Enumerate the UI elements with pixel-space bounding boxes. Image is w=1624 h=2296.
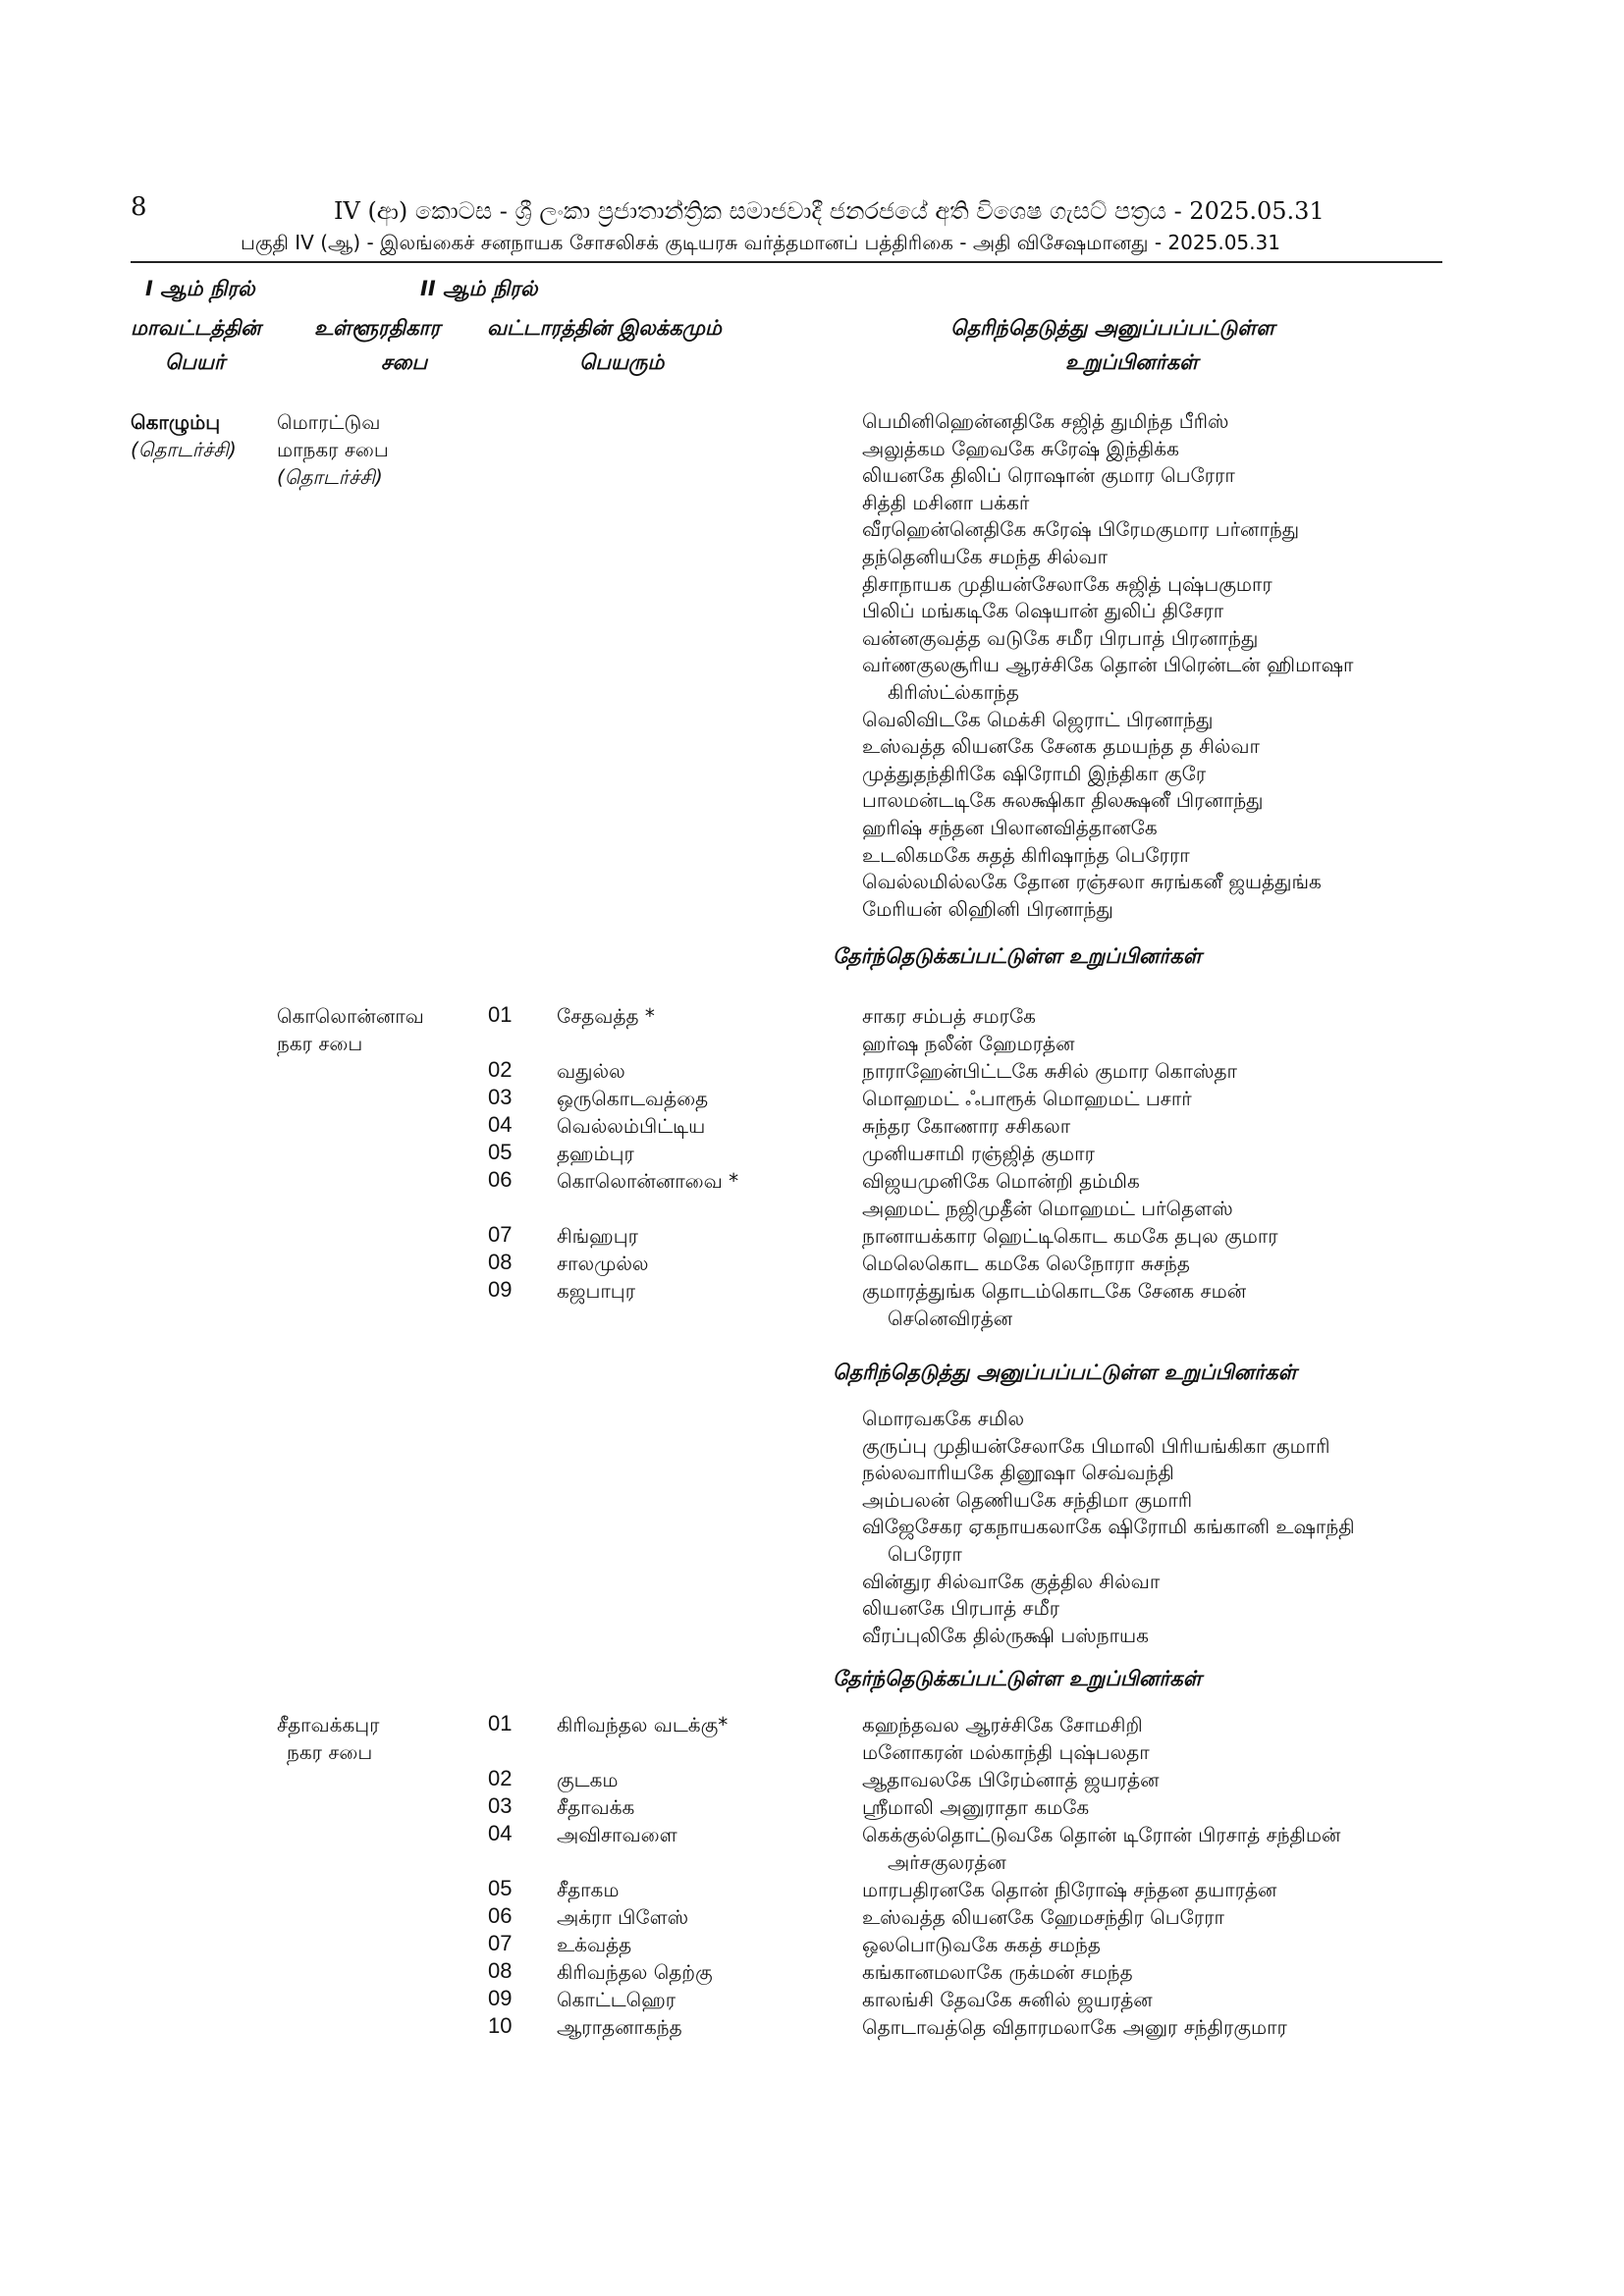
member-name: வெல்லமில்லகே தோன ரஞ்சலா சுரங்கனீ ஜயத்துங்க — [862, 870, 1322, 894]
authority-type: மாநகர சபை — [277, 438, 389, 461]
ward-number: 06 — [488, 1167, 513, 1192]
ward-number: 03 — [488, 1085, 513, 1109]
member-name: விஜேசேகர ஏகநாயகலாகே ஷிரோமி கங்கானி உஷாந்தி — [862, 1515, 1355, 1539]
ward-number: 07 — [488, 1222, 513, 1247]
member-name: தொடாவத்தெ விதாரமலாகே அனுர சந்திரகுமார — [862, 2015, 1287, 2039]
ward-number: 03 — [488, 1793, 513, 1818]
member-name: உடலிகமகே சுதத் கிரிஷாந்த பெரேரா — [862, 842, 1190, 867]
kolonnawa-nominated-list — [862, 1406, 1355, 1649]
member-name: லியனகே திலிப் ரொஷான் குமார பெரேரா — [862, 463, 1235, 488]
ward-name: ஆராதனாகந்த — [557, 2015, 682, 2039]
member-name-continued: கிரிஸ்ட்ல்காந்த — [888, 679, 1019, 704]
member-name: குமாரத்துங்க தொடம்கொடகே சேனக சமன் — [862, 1279, 1247, 1303]
gazette-title-sinhala: IV (ආ) කොටස - ශ්‍රී ලංකා ප්‍රජාතාන්ත්‍රික සමාජවාදී ජනරජයේ අති විශෙෂ ගැසට් පත්‍රය - 2025.05.31 — [334, 197, 1325, 225]
ward-number: 07 — [488, 1931, 513, 1955]
ward-name: சீதாவக்க — [557, 1795, 635, 1819]
ward-name: குடகம — [557, 1768, 619, 1791]
member-name: வீரப்புலிகே தில்ருக்ஷி பஸ்நாயக — [862, 1623, 1149, 1647]
ward-number: 09 — [488, 1986, 513, 2010]
ward-number: 02 — [488, 1766, 513, 1790]
ward-name: அக்ரா பிளேஸ் — [557, 1905, 689, 1929]
ward-name: ஒருகொடவத்தை — [557, 1087, 709, 1110]
member-name: சுந்தர கோணார சசிகலா — [862, 1114, 1071, 1138]
member-name: திசாநாயக முதியன்சேலாகே சுஜித் புஷ்பகுமார — [862, 571, 1272, 596]
member-name: கங்கானமலாகே ருக்மன் சமந்த — [862, 1960, 1133, 1984]
member-name: முனியசாமி ரஞ்ஜித் குமார — [862, 1142, 1095, 1165]
nominated-members-heading: தெரிந்தெடுத்து அனுப்பப்பட்டுள்ள உறுப்பினர்கள் — [833, 1361, 1297, 1384]
ward-number: 10 — [488, 2013, 513, 2038]
member-name: கெக்குல்தொட்டுவகே தொன் டிரோன் பிரசாத் சந்திமன் — [862, 1823, 1341, 1846]
member-name: விஜயமுனிகே மொன்றி தம்மிக — [862, 1169, 1140, 1193]
member-name: சித்தி மசினா பக்கர் — [862, 490, 1030, 514]
district-continued: (தொடர்ச்சி) — [131, 438, 237, 461]
authority-continued: (தொடர்ச்சி) — [277, 465, 383, 489]
member-name: வர்ணகுலசூரிய ஆரச்சிகே தொன் பிரென்டன் ஹிமாஷா — [862, 653, 1354, 677]
ward-name: கொலொன்னாவை * — [557, 1169, 739, 1193]
ward-number: 02 — [488, 1057, 513, 1082]
ward-number: 04 — [488, 1112, 513, 1137]
member-name: நாராஹேன்பிட்டகே சுசில் குமார கொஸ்தா — [862, 1059, 1237, 1083]
authority-name: மொரட்டுவ — [277, 410, 381, 434]
member-name: ஆதாவலகே பிரேம்னாத் ஜயரத்ன — [862, 1768, 1160, 1791]
ward-name: சேதவத்த * — [557, 1004, 655, 1028]
header-divider — [131, 261, 1442, 263]
ward-name: சிங்ஹபுர — [557, 1224, 638, 1248]
ward-name: தஹம்புர — [557, 1142, 634, 1165]
ward-heading-2: பெயரும் — [579, 350, 665, 374]
member-name: அலுத்கம ஹேவகே சுரேஷ் இந்திக்க — [862, 436, 1179, 460]
ward-number: 08 — [488, 1250, 513, 1274]
ward-number: 01 — [488, 1002, 513, 1027]
member-name: தந்தெனியகே சமந்த சில்வா — [862, 544, 1109, 568]
member-name: மொஹமட் ஃபாரூக் மொஹமட் பசார் — [862, 1087, 1192, 1110]
member-name: மேரியன் லிஹினி பிரனாந்து — [862, 896, 1113, 921]
ward-number: 09 — [488, 1277, 513, 1302]
ward-name: கிரிவந்தல தெற்கு — [557, 1960, 713, 1984]
member-name: வீரஹென்னெதிகே சுரேஷ் பிரேமகுமார பர்னாந்து — [862, 517, 1300, 542]
member-name-continued: அர்சகுலரத்ன — [888, 1850, 1006, 1874]
ward-name: சாலமுல்ல — [557, 1252, 649, 1275]
district-heading-2: பெயர் — [165, 350, 225, 374]
column-1-label: I ஆம் நிரல் — [145, 277, 255, 300]
member-name: மெலெகொட கமகே லெநோரா சுசந்த — [862, 1252, 1190, 1275]
ward-number: 05 — [488, 1140, 513, 1164]
ward-number: 06 — [488, 1903, 513, 1928]
authority-type: நகர சபை — [277, 1032, 363, 1055]
ward-number: 05 — [488, 1876, 513, 1900]
ward-name: உக்வத்த — [557, 1933, 632, 1956]
ward-name: அவிசாவளை — [557, 1823, 677, 1846]
column-2-label: II ஆம் நிரல் — [420, 277, 538, 300]
member-name: அம்பலன் தெணியகே சந்திமா குமாரி — [862, 1487, 1193, 1512]
member-name: வன்னகுவத்த வடுகே சமீர பிரபாத் பிரனாந்து — [862, 625, 1259, 650]
member-name: சாகர சம்பத் சமரகே — [862, 1004, 1036, 1028]
member-name: மனோகரன் மல்காந்தி புஷ்பலதா — [862, 1740, 1150, 1764]
member-name: ஹரிஷ் சந்தன பிலானவித்தானகே — [862, 815, 1158, 839]
ward-name: வெல்லம்பிட்டிய — [557, 1114, 706, 1138]
ward-name: சீதாகம — [557, 1878, 620, 1901]
member-name-continued: செனெவிரத்ன — [888, 1307, 1013, 1330]
member-name: உஸ்வத்த லியனகே ஹேமசந்திர பெரேரா — [862, 1905, 1224, 1929]
ward-name: கொட்டஹெர — [557, 1988, 677, 2011]
authority-name: சீதாவக்கபுர — [277, 1713, 380, 1736]
ward-name: கிரிவந்தல வடக்கு* — [557, 1713, 729, 1736]
member-name: குருப்பு முதியன்சேலாகே பிமாலி பிரியங்கிகா குமாரி — [862, 1433, 1330, 1458]
ward-name: வதுல்ல — [557, 1059, 625, 1083]
ward-number: 08 — [488, 1958, 513, 1983]
member-name: வெலிவிடகே மெக்சி ஜெராட் பிரனாந்து — [862, 707, 1214, 731]
ward-number: 04 — [488, 1821, 513, 1845]
ward-heading: வட்டாரத்தின் இலக்கமும் — [487, 316, 722, 340]
ward-name: கஜபாபுர — [557, 1279, 636, 1303]
member-name: பாலமன்டடிகே சுலக்ஷிகா திலக்ஷனீ பிரனாந்து — [862, 788, 1264, 813]
ward-number: 01 — [488, 1711, 513, 1735]
members-heading: தெரிந்தெடுத்து அனுப்பப்பட்டுள்ள — [950, 316, 1275, 340]
authority-name: கொலொன்னாவ — [277, 1004, 424, 1028]
member-name-continued: பெரேரா — [888, 1541, 962, 1566]
member-name: ஸ்ரீமாலி அனுராதா கமகே — [862, 1795, 1090, 1819]
district-name: கொழும்பு — [131, 410, 221, 434]
member-name: லியனகே பிரபாத் சமீர — [862, 1596, 1060, 1621]
member-name: நானாயக்கார ஹெட்டிகொட கமகே தபுல குமார — [862, 1224, 1278, 1248]
member-name: முத்துதந்திரிகே ஷிரோமி இந்திகா குரே — [862, 761, 1207, 785]
authority-heading-2: சபை — [381, 350, 428, 374]
elected-members-heading: தேர்ந்தெடுக்கப்பட்டுள்ள உறுப்பினர்கள் — [833, 944, 1202, 968]
gazette-title-tamil: பகுதி IV (ஆ) - இலங்கைச் சனநாயக சோசலிசக் குடியரசு வர்த்தமானப் பத்திரிகை - அதி விசேஷமானது - 2025.05.31 — [241, 231, 1280, 254]
member-name: மாரபதிரனகே தொன் நிரோஷ் சந்தன தயாரத்ன — [862, 1878, 1277, 1901]
member-name: உஸ்வத்த லியனகே சேனக தமயந்த த சில்வா — [862, 734, 1260, 759]
member-name: பிலிப் மங்கடிகே ஷெயான் துலிப் திசேரா — [862, 599, 1224, 623]
member-name: ஹர்ஷ நலீன் ஹேமரத்ன — [862, 1032, 1075, 1055]
moratuwa-member-list — [862, 408, 1353, 923]
authority-type: நகர சபை — [287, 1740, 373, 1764]
member-name: அஹமட் நஜிமுதீன் மொஹமட் பர்தெளஸ் — [862, 1197, 1233, 1220]
member-name: நல்லவாரியகே தினூஷா செவ்வந்தி — [862, 1461, 1174, 1485]
authority-heading: உள்ளூரதிகார — [314, 316, 441, 340]
member-name: ஒலபொடுவகே சுகத் சமந்த — [862, 1933, 1101, 1956]
district-heading: மாவட்டத்தின் — [131, 316, 261, 340]
member-name: காலங்சி தேவகே சுனில் ஜயரத்ன — [862, 1988, 1153, 2011]
page-number: 8 — [131, 192, 147, 222]
member-name: மொரவககே சமில — [862, 1407, 1025, 1430]
member-name: பெமினிஹென்னதிகே சஜித் துமிந்த பீரிஸ் — [862, 409, 1229, 433]
members-heading-2: உறுப்பினர்கள் — [1065, 350, 1199, 374]
member-name: கஹந்தவல ஆரச்சிகே சோமசிறி — [862, 1713, 1143, 1736]
elected-members-heading: தேர்ந்தெடுக்கப்பட்டுள்ள உறுப்பினர்கள் — [833, 1667, 1202, 1690]
member-name: வின்துர சில்வாகே குத்தில சில்வா — [862, 1569, 1161, 1593]
